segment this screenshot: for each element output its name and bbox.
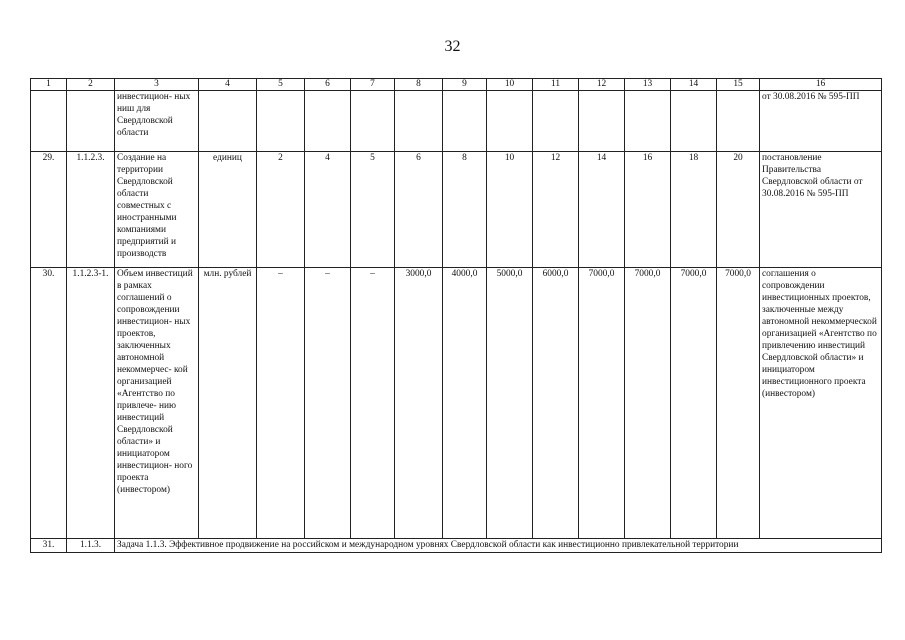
value-cell: 5 [351, 152, 395, 268]
table-cell [395, 91, 443, 152]
source-cell: постановление Правительства Свердловской области от 30.08.2016 № 595-ПП [760, 152, 882, 268]
value-cell: 14 [579, 152, 625, 268]
value-cell: – [351, 268, 395, 539]
indicators-table [30, 78, 882, 553]
column-header: 9 [443, 79, 487, 91]
indicator-code: 1.1.2.3-1. [67, 268, 115, 539]
table-cell [67, 91, 115, 152]
indicator-name: Создание на территории Свердловской области совместных с иностранными компаниями предприятий и производств [115, 152, 199, 268]
task-title: Задача 1.1.3. Эффективное продвижение на российском и международном уровнях Свердловской области как инвестиционно привлекательной территории [115, 539, 882, 553]
column-header: 3 [115, 79, 199, 91]
column-header: 1 [31, 79, 67, 91]
column-header: 14 [671, 79, 717, 91]
table-cell [487, 91, 533, 152]
value-cell: 7000,0 [671, 268, 717, 539]
table-row [31, 91, 882, 152]
value-cell: 4 [305, 152, 351, 268]
value-cell: 3000,0 [395, 268, 443, 539]
column-number-row [31, 79, 882, 91]
column-header: 4 [199, 79, 257, 91]
column-header: 15 [717, 79, 760, 91]
table-cell [533, 91, 579, 152]
column-header: 8 [395, 79, 443, 91]
table-cell [351, 91, 395, 152]
table-cell [671, 91, 717, 152]
value-cell: 18 [671, 152, 717, 268]
value-cell: 4000,0 [443, 268, 487, 539]
column-header: 13 [625, 79, 671, 91]
value-cell: 6000,0 [533, 268, 579, 539]
value-cell: 7000,0 [579, 268, 625, 539]
value-cell: 6 [395, 152, 443, 268]
value-cell: 20 [717, 152, 760, 268]
row-number: 29. [31, 152, 67, 268]
page-number: 32 [444, 38, 461, 55]
value-cell: 12 [533, 152, 579, 268]
column-header: 6 [305, 79, 351, 91]
table-cell [305, 91, 351, 152]
row-number: 30. [31, 268, 67, 539]
value-cell: – [305, 268, 351, 539]
table-cell: от 30.08.2016 № 595-ПП [760, 91, 882, 152]
task-code: 1.1.3. [67, 539, 115, 553]
unit-cell: единиц [199, 152, 257, 268]
table-cell [717, 91, 760, 152]
row-number: 31. [31, 539, 67, 553]
table-cell: инвестицион- ных ниш для Свердловской области [115, 91, 199, 152]
table-cell [199, 91, 257, 152]
column-header: 12 [579, 79, 625, 91]
table-cell [625, 91, 671, 152]
table-cell [257, 91, 305, 152]
value-cell: 8 [443, 152, 487, 268]
column-header: 5 [257, 79, 305, 91]
value-cell: 2 [257, 152, 305, 268]
table-cell [31, 91, 67, 152]
value-cell: 5000,0 [487, 268, 533, 539]
column-header: 7 [351, 79, 395, 91]
indicator-name: Объем инвестиций в рамках соглашений о сопровождении инвестицион- ных проектов, заключенных автономной некоммерчес- кой организацией «Агентство по привлече- нию инвестиций Свердловской области» и инициатором инвестицион- ного проекта (инвестором) [115, 268, 199, 539]
column-header: 2 [67, 79, 115, 91]
column-header: 11 [533, 79, 579, 91]
value-cell: 7000,0 [717, 268, 760, 539]
unit-cell: млн. рублей [199, 268, 257, 539]
value-cell: – [257, 268, 305, 539]
table-cell [443, 91, 487, 152]
indicator-code: 1.1.2.3. [67, 152, 115, 268]
value-cell: 16 [625, 152, 671, 268]
value-cell: 10 [487, 152, 533, 268]
value-cell: 7000,0 [625, 268, 671, 539]
table-row [31, 152, 882, 268]
table-cell [579, 91, 625, 152]
table-row [31, 539, 882, 553]
source-cell: соглашения о сопровождении инвестиционных проектов, заключенные между автономной некоммерческой организацией «Агентство по привлечению инвестиций Свердловской области» и инициатором инвестиционного проекта (инвестором) [760, 268, 882, 539]
table-row [31, 268, 882, 539]
column-header: 16 [760, 79, 882, 91]
column-header: 10 [487, 79, 533, 91]
